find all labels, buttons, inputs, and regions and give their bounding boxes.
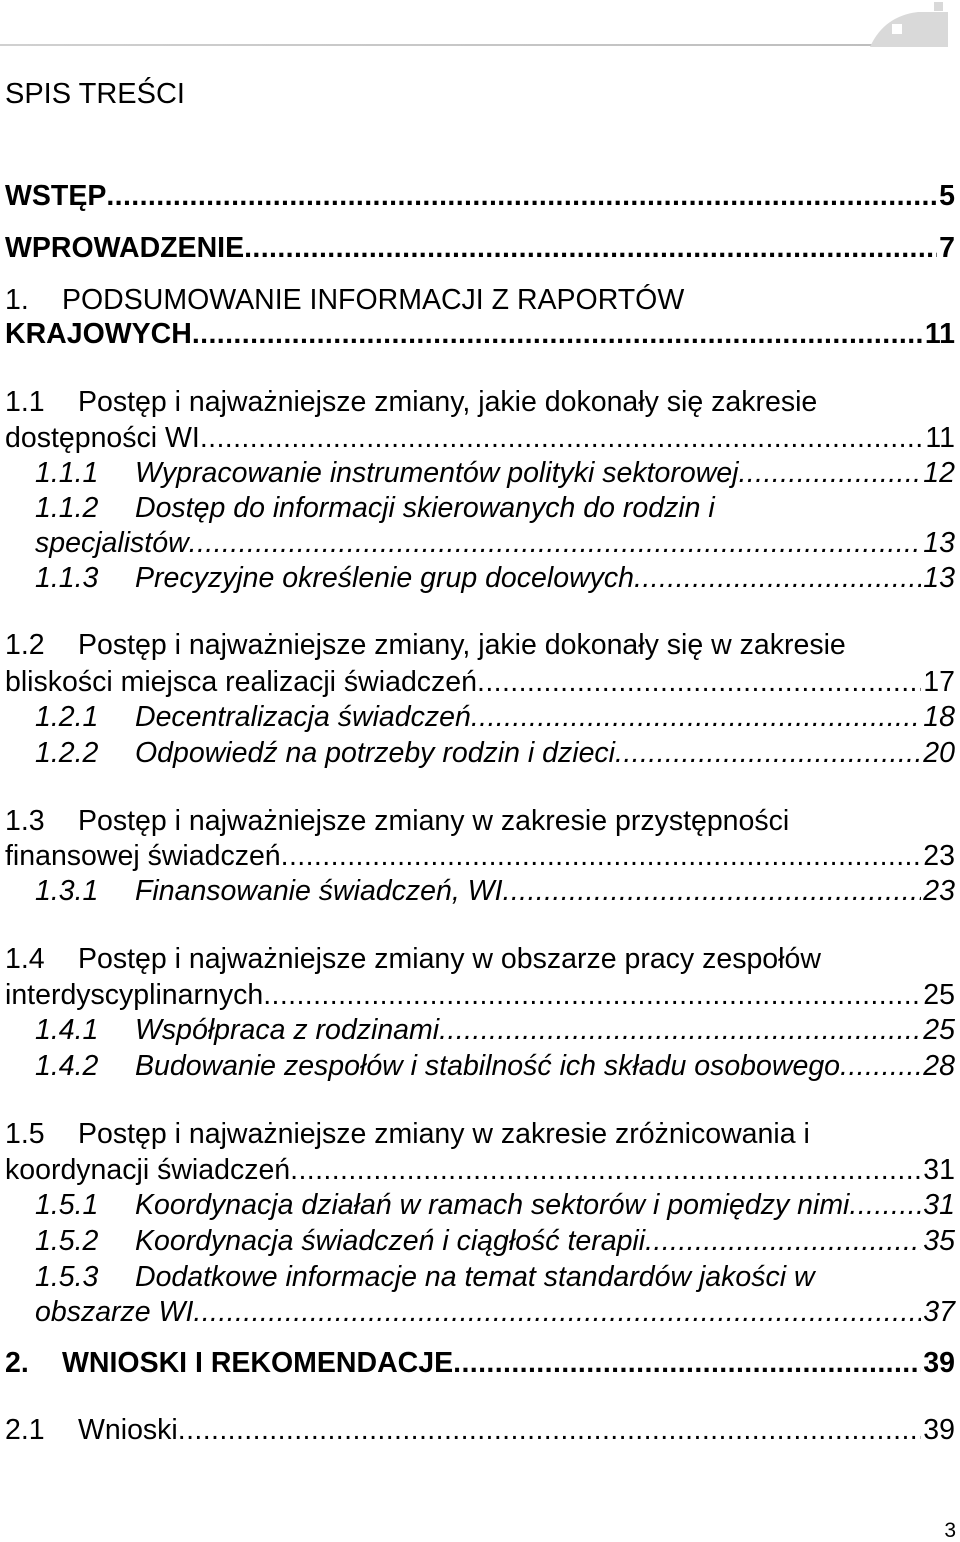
toc-entry-title: Wypracowanie instrumentów polityki sektorowej [135, 457, 739, 489]
toc-entry-page: 17 [923, 666, 955, 698]
toc-entry-ch2[interactable] [5, 1343, 955, 1383]
toc-leader-dots [645, 1221, 921, 1261]
toc-entry-title: dostępności WI [5, 422, 200, 454]
toc-entry-number: 2. [5, 1347, 29, 1379]
toc-entry-title: Postęp i najważniejsze zmiany w zakresie zróżnicowania i [78, 1118, 810, 1150]
toc-leader-dots [106, 176, 937, 216]
toc-leader-dots [244, 228, 937, 268]
toc-entry-page: 37 [923, 1296, 955, 1328]
toc-entry-number: 1. [5, 284, 29, 316]
toc-entry-page: 39 [923, 1347, 955, 1379]
toc-entry-number: 1.5.2 [35, 1225, 99, 1257]
toc-entry-1-5[interactable] [5, 1114, 955, 1154]
toc-entry-1-1[interactable] [5, 382, 955, 422]
toc-entry-number: 1.2.1 [35, 701, 99, 733]
toc-entry-page: 13 [923, 527, 955, 559]
toc-entry-1-4-2[interactable] [35, 1046, 955, 1086]
toc-entry-page: 28 [923, 1050, 955, 1082]
toc-entry-title: WPROWADZENIE [5, 232, 245, 264]
toc-entry-number: 1.5.1 [35, 1189, 99, 1221]
toc-entry-title: PODSUMOWANIE INFORMACJI Z RAPORTÓW [62, 284, 685, 316]
toc-leader-dots [193, 1292, 921, 1332]
toc-entry-page: 13 [923, 562, 955, 594]
toc-entry-title: Budowanie zespołów i stabilność ich składu osobowego [135, 1050, 841, 1082]
toc-entry-page: 12 [923, 457, 955, 489]
toc-entry-ch1-cont[interactable] [5, 314, 955, 354]
toc-entry-title: Wnioski [78, 1414, 178, 1446]
toc-entry-1-1-3[interactable] [35, 558, 955, 598]
toc-entry-page: 39 [923, 1414, 955, 1446]
toc-entry-1-3-1[interactable] [35, 871, 955, 911]
toc-entry-number: 1.4 [5, 943, 45, 975]
toc-entry-title: Współpraca z rodzinami [135, 1014, 440, 1046]
toc-entry-1-2-cont[interactable] [5, 662, 955, 702]
toc-entry-title: specjalistów [35, 527, 189, 559]
toc-leader-dots [290, 1150, 921, 1190]
toc-entry-page: 31 [923, 1189, 955, 1221]
toc-leader-dots [281, 836, 922, 876]
toc-entry-title: Precyzyjne określenie grup docelowych [135, 562, 635, 594]
toc-leader-dots [849, 1185, 921, 1225]
toc-entry-number: 1.3 [5, 805, 45, 837]
toc-entry-number: 1.1.2 [35, 492, 99, 524]
toc-entry-1-1-1[interactable] [35, 453, 955, 493]
toc-entry-title: Dodatkowe informacje na temat standardów jakości w [135, 1261, 815, 1293]
toc-entry-title: finansowej świadczeń [5, 840, 281, 872]
toc-entry-2-1[interactable] [5, 1410, 955, 1450]
toc-entry-number: 1.4.1 [35, 1014, 99, 1046]
toc-entry-page: 23 [923, 840, 955, 872]
toc-entry-1-1-cont[interactable] [5, 418, 955, 458]
toc-leader-dots [192, 314, 923, 354]
toc-leader-dots [477, 662, 921, 702]
toc-entry-1-5-2[interactable] [35, 1221, 955, 1261]
toc-leader-dots [471, 697, 921, 737]
toc-entry-number: 1.5.3 [35, 1261, 99, 1293]
toc-entry-1-2[interactable] [5, 625, 955, 665]
toc-entry-title: KRAJOWYCH [5, 318, 192, 350]
toc-entry-number: 1.5 [5, 1118, 45, 1150]
toc-leader-dots [453, 1343, 921, 1383]
toc-entry-wprowadzenie[interactable] [5, 228, 955, 268]
toc-entry-title: Koordynacja świadczeń i ciągłość terapii [135, 1225, 646, 1257]
toc-entry-number: 1.3.1 [35, 875, 99, 907]
toc-entry-title: Koordynacja działań w ramach sektorów i pomiędzy nimi [135, 1189, 850, 1221]
toc-entry-title: Postęp i najważniejsze zmiany w zakresie przystępności [78, 805, 790, 837]
toc-entry-1-5-1[interactable] [35, 1185, 955, 1225]
toc-entry-1-1-2-cont[interactable] [35, 523, 955, 563]
toc-leader-dots [178, 1410, 922, 1450]
toc-entry-title: koordynacji świadczeń [5, 1154, 291, 1186]
toc-entry-1-3[interactable] [5, 801, 955, 841]
toc-entry-wstep[interactable] [5, 176, 955, 216]
page-number: 3 [944, 1519, 956, 1542]
toc-leader-dots [840, 1046, 921, 1086]
toc-entry-title: Postęp i najważniejsze zmiany w obszarze pracy zespołów [78, 943, 821, 975]
toc-entry-1-5-3[interactable] [35, 1257, 955, 1297]
toc-entry-number: 1.1.3 [35, 562, 99, 594]
toc-leader-dots [615, 733, 921, 773]
toc-entry-title: WNIOSKI I REKOMENDACJE [62, 1347, 454, 1379]
toc-entry-title: obszarze WI [35, 1296, 194, 1328]
toc-entry-page: 18 [923, 701, 955, 733]
toc-leader-dots [200, 418, 924, 458]
toc-leader-dots [503, 871, 922, 911]
toc-entry-page: 5 [939, 180, 955, 212]
toc-entry-number: 1.1.1 [35, 457, 99, 489]
toc-entry-1-4[interactable] [5, 939, 955, 979]
toc-leader-dots [263, 975, 921, 1015]
toc-entry-number: 2.1 [5, 1414, 45, 1446]
toc-entry-title: Postęp i najważniejsze zmiany, jakie dokonały się zakresie [78, 386, 818, 418]
header-rule [0, 44, 935, 46]
toc-entry-title: Postęp i najważniejsze zmiany, jakie dokonały się w zakresie [78, 629, 846, 661]
toc-entry-title: interdyscyplinarnych [5, 979, 264, 1011]
toc-entry-title: Decentralizacja świadczeń [135, 701, 471, 733]
toc-entry-page: 20 [923, 737, 955, 769]
toc-entry-title: WSTĘP [5, 180, 107, 212]
toc-entry-1-4-1[interactable] [35, 1010, 955, 1050]
toc-entry-1-3-cont[interactable] [5, 836, 955, 876]
toc-entry-title: bliskości miejsca realizacji świadczeń [5, 666, 477, 698]
toc-entry-title: Odpowiedź na potrzeby rodzin i dzieci [135, 737, 616, 769]
toc-leader-dots [738, 453, 921, 493]
toc-entry-page: 11 [924, 318, 955, 350]
toc-entry-page: 23 [923, 875, 955, 907]
corner-logo-icon [862, 0, 960, 52]
toc-entry-number: 1.2.2 [35, 737, 99, 769]
toc-entry-page: 25 [923, 1014, 955, 1046]
toc-leader-dots [634, 558, 921, 598]
toc-entry-page: 25 [923, 979, 955, 1011]
toc-entry-number: 1.2 [5, 629, 45, 661]
toc-entry-number: 1.1 [5, 386, 45, 418]
toc-heading: SPIS TREŚCI [5, 78, 185, 110]
toc-entry-1-4-cont[interactable] [5, 975, 955, 1015]
toc-entry-page: 7 [939, 232, 955, 264]
toc-entry-number: 1.4.2 [35, 1050, 99, 1082]
toc-entry-1-1-2[interactable] [35, 488, 955, 528]
toc-entry-1-5-3-cont[interactable] [35, 1292, 955, 1332]
toc-entry-page: 35 [923, 1225, 955, 1257]
toc-entry-title: Dostęp do informacji skierowanych do rodzin i [135, 492, 715, 524]
toc-entry-title: Finansowanie świadczeń, WI [135, 875, 503, 907]
toc-entry-page: 11 [925, 422, 955, 454]
toc-entry-page: 31 [923, 1154, 955, 1186]
toc-entry-1-2-2[interactable] [35, 733, 955, 773]
toc-entry-1-5-cont[interactable] [5, 1150, 955, 1190]
toc-entry-1-2-1[interactable] [35, 697, 955, 737]
toc-leader-dots [189, 523, 922, 563]
toc-leader-dots [439, 1010, 921, 1050]
